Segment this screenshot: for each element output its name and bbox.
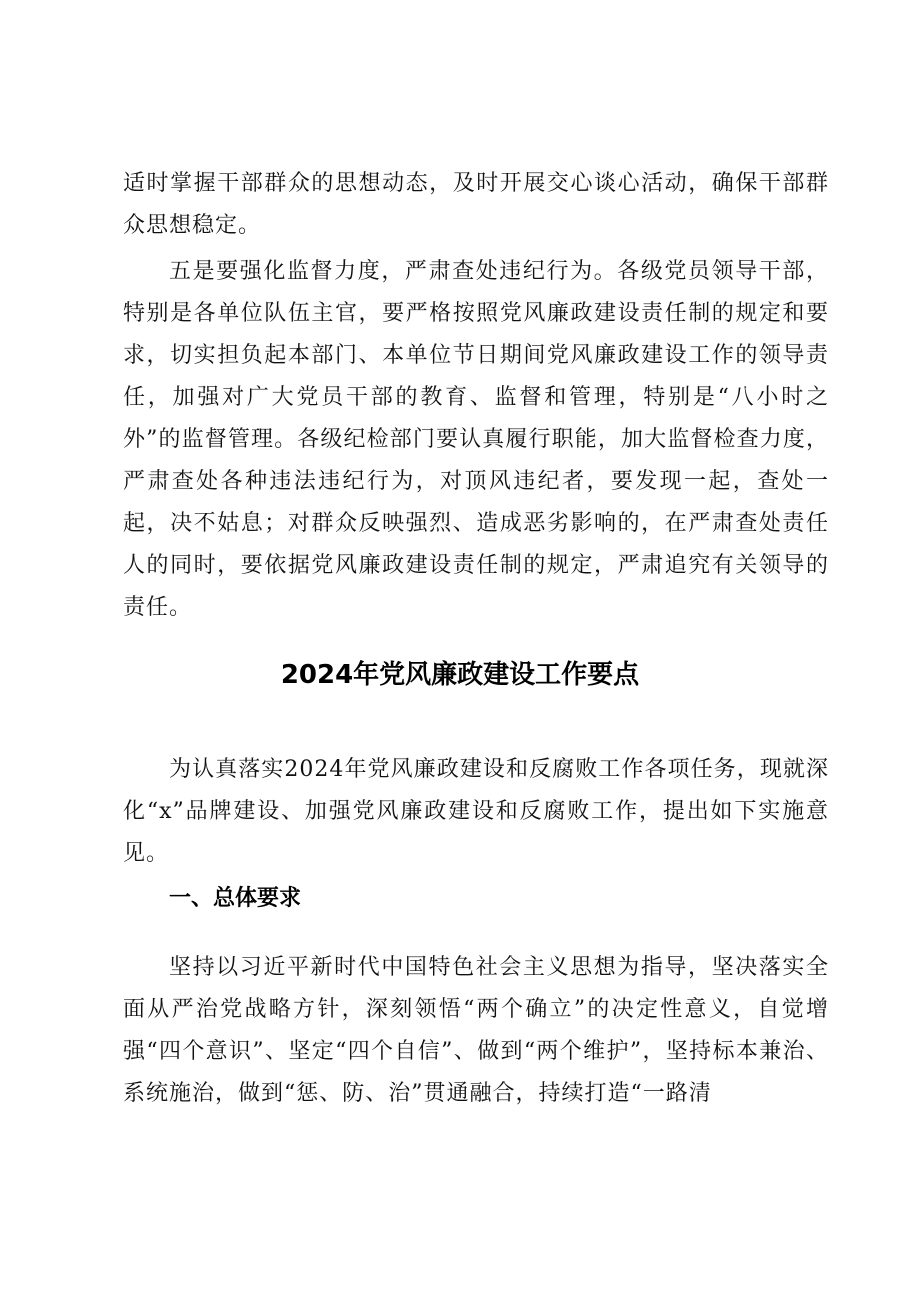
intro-paragraph: 为认真落实2024年党风廉政建设和反腐败工作各项任务，现就深化“x”品牌建设、加强党风廉政建设和反腐败工作，提出如下实施意见。 (123, 757, 829, 866)
document-title: 2024年党风廉政建设工作要点 (280, 660, 640, 690)
section-one-paragraph: 坚持以习近平新时代中国特色社会主义思想为指导，坚决落实全面从严治党战略方针，深刻领悟“两个确立”的决定性意义，自觉增强“四个意识”、坚定“四个自信”、做到“两个维护”，坚持标本兼治、系统施治，做到“惩、防、治”贯通融合，持续打造“一路清 (123, 955, 829, 1106)
paragraph-five: 五是要强化监督力度，严肃查处违纪行为。各级党员领导干部，特别是各单位队伍主官，要严格按照党风廉政建设责任制的规定和要求，切实担负起本部门、本单位节日期间党风廉政建设工作的领导责任，加强对广大党员干部的教育、监督和管理，特别是“八小时之外”的监督管理。各级纪检部门要认真履行职能，加大监督检查力度，严肃查处各种违法违纪行为，对顶风违纪者，要发现一起，查处一起，决不姑息；对群众反映强烈、造成恶劣影响的，在严肃查处责任人的同时，要依据党风廉政建设责任制的规定，严肃追究有关领导的责任。 (123, 259, 829, 620)
section-one-heading: 一、总体要求 (169, 886, 302, 911)
continuation-paragraph: 适时掌握干部群众的思想动态，及时开展交心谈心活动，确保干部群众思想稳定。 (123, 171, 829, 238)
